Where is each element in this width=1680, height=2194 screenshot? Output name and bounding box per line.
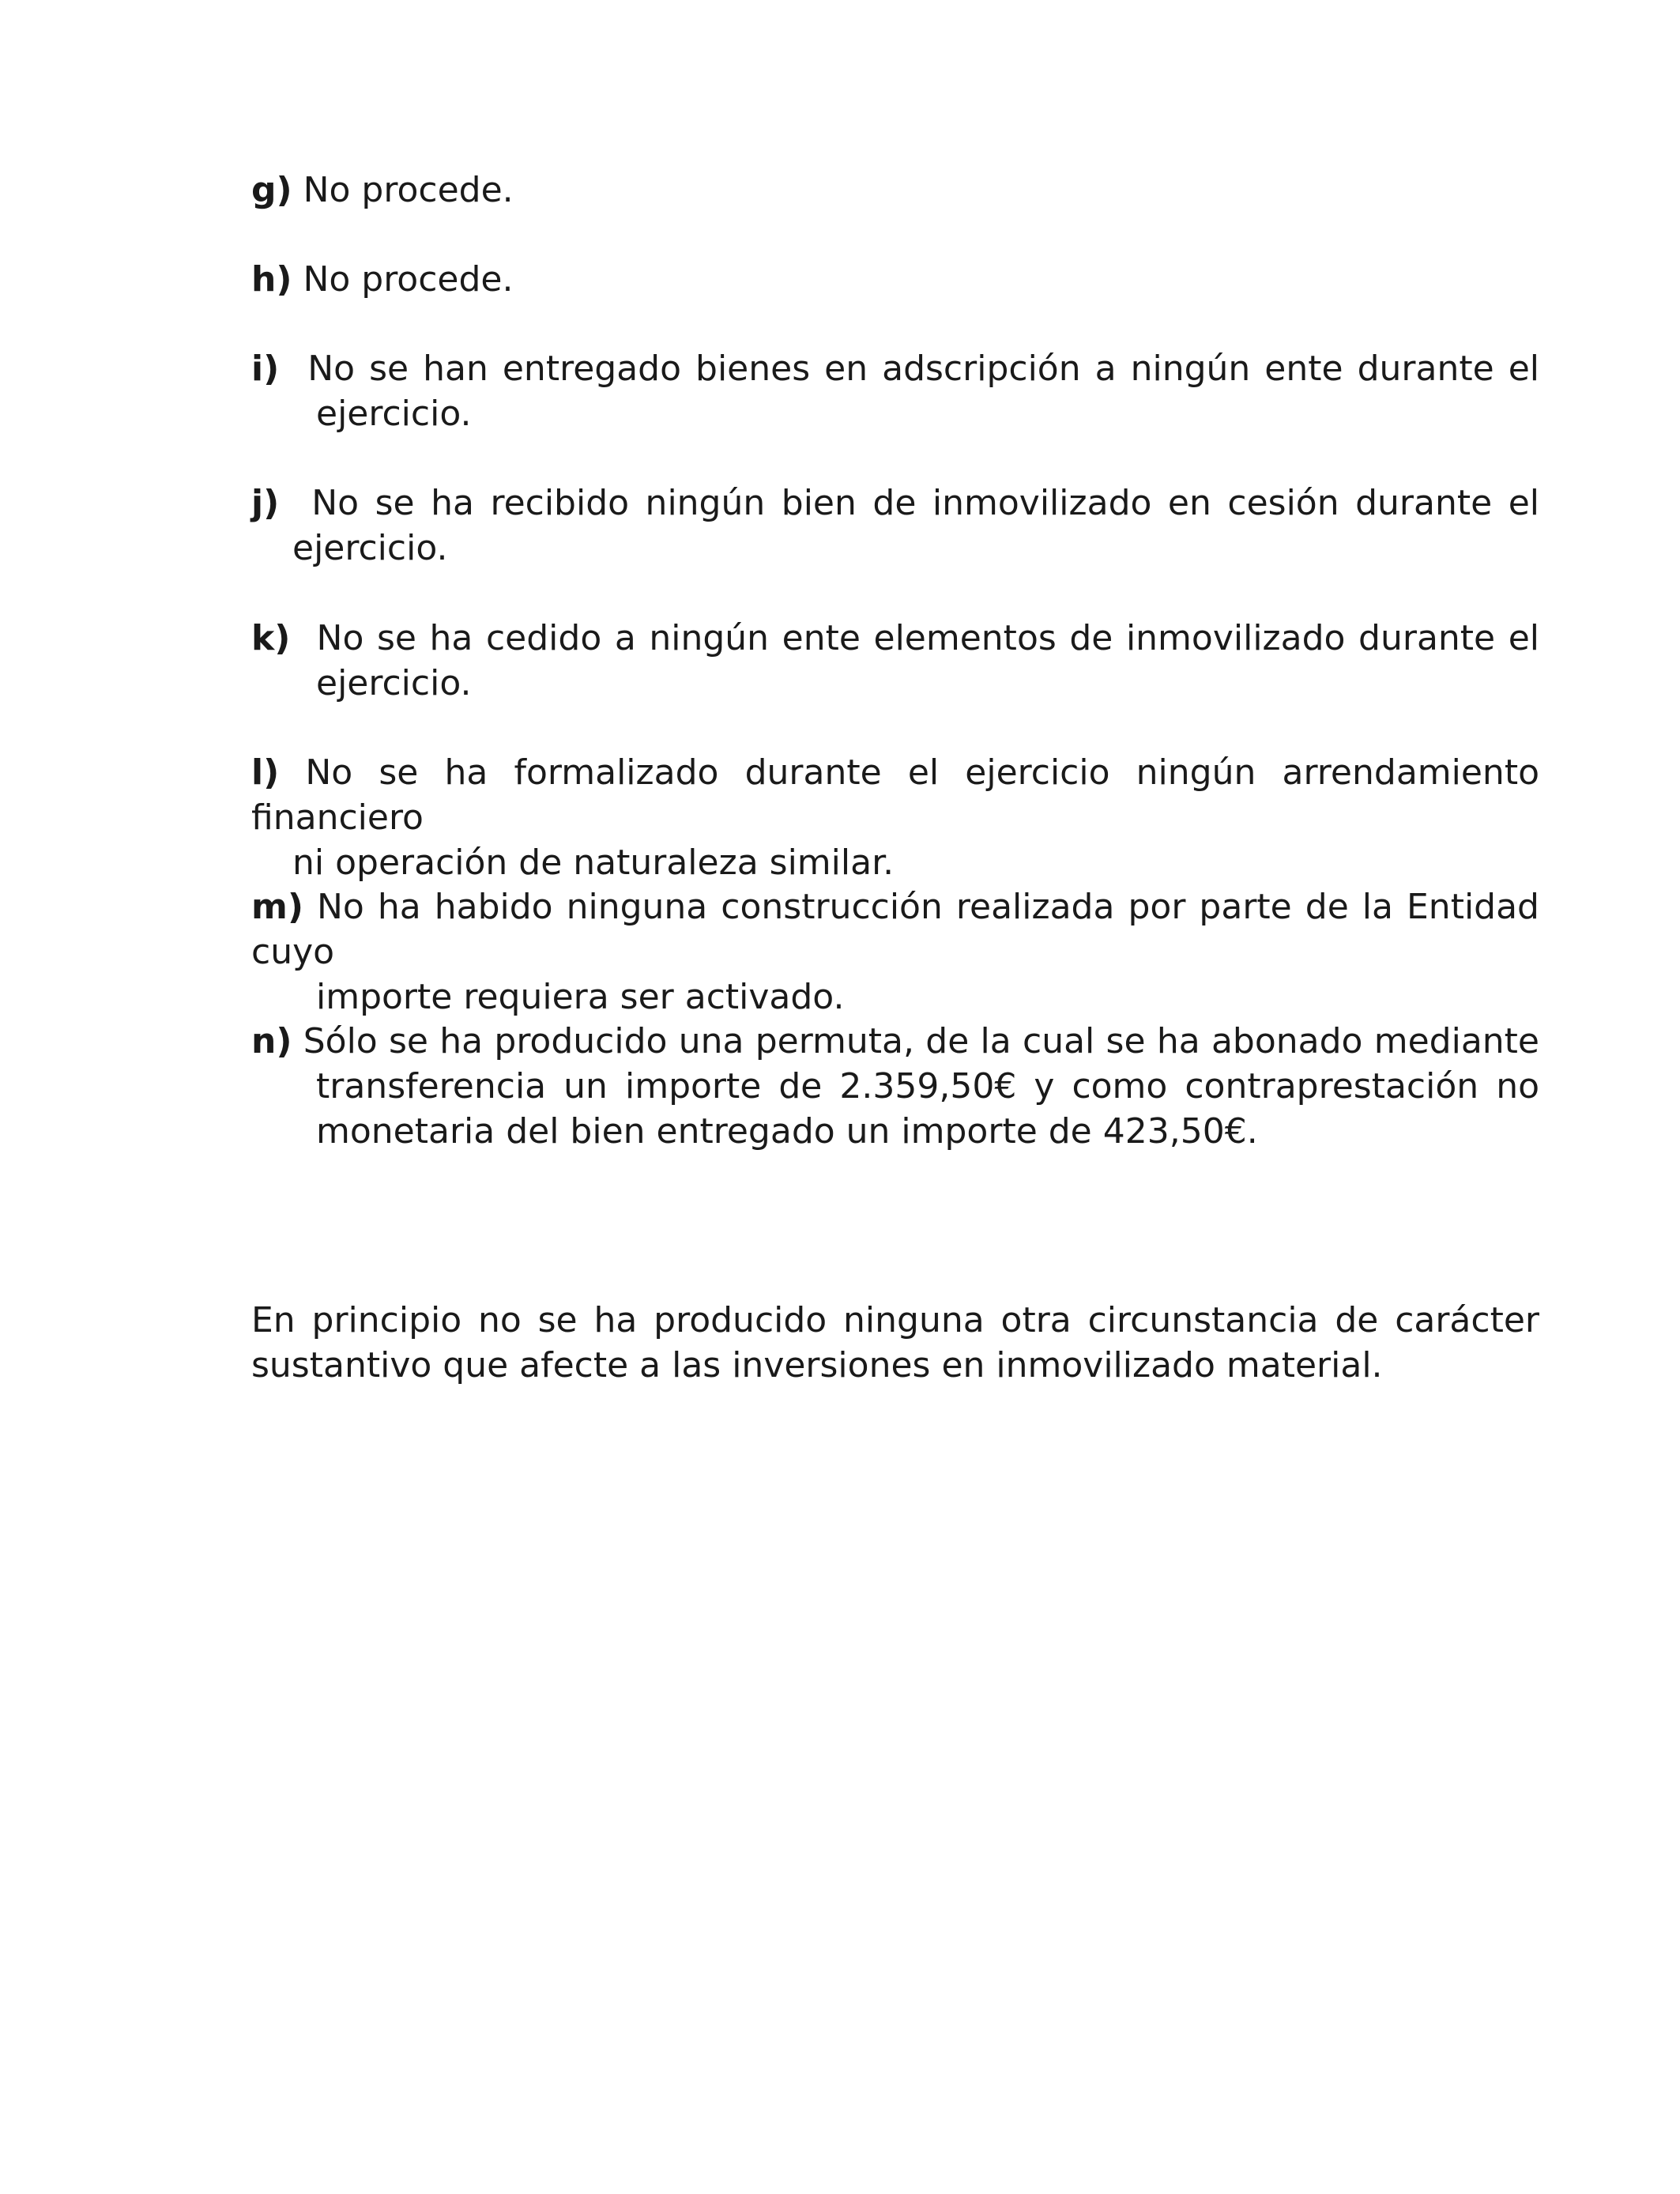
item-continuation: ejercicio. [292,528,448,568]
item-continuation: transferencia un importe de 2.359,50€ y como contraprestación no [316,1066,1539,1106]
item-i [251,346,1539,436]
closing-line: En principio no se ha producido ninguna otra circunstancia de carácter [251,1300,1539,1340]
item-text: No se han entregado bienes en adscripción a ningún ente durante el [307,349,1539,389]
item-continuation: monetaria del bien entregado un importe de 423,50€. [316,1111,1258,1152]
item-g [251,168,1539,213]
item-h [251,257,1539,302]
item-text: No procede. [303,170,514,210]
item-label: h) [251,259,292,300]
item-text: No procede. [303,259,514,300]
closing-line: sustantivo que afecte a las inversiones en inmovilizado material. [251,1345,1383,1385]
closing-paragraph [251,1298,1539,1388]
item-label: k) [251,618,291,658]
item-label: n) [251,1021,292,1061]
item-label: m) [251,887,303,927]
item-label: g) [251,170,292,210]
item-k [251,616,1539,706]
item-text: No se ha formalizado durante el ejercicio ningún arrendamiento financiero [251,752,1539,838]
item-text: No se ha recibido ningún bien de inmovilizado en cesión durante el [311,483,1539,523]
item-n [251,1019,1539,1154]
item-text: Sólo se ha producido una permuta, de la cual se ha abonado mediante [303,1021,1539,1061]
item-continuation: ejercicio. [316,663,472,703]
item-continuation: ni operación de naturaleza similar. [292,843,895,883]
item-continuation: importe requiera ser activado. [316,977,845,1017]
item-j [251,481,1539,571]
item-label: j) [251,483,280,523]
item-continuation: ejercicio. [316,394,472,434]
item-text: No ha habido ninguna construcción realizada por parte de la Entidad cuyo [251,887,1539,972]
item-l [251,750,1539,885]
item-line [251,346,1539,391]
item-label: l) [251,752,280,793]
item-m [251,884,1539,1020]
item-label: i) [251,349,280,389]
item-text: No se ha cedido a ningún ente elementos de inmovilizado durante el [316,618,1539,658]
